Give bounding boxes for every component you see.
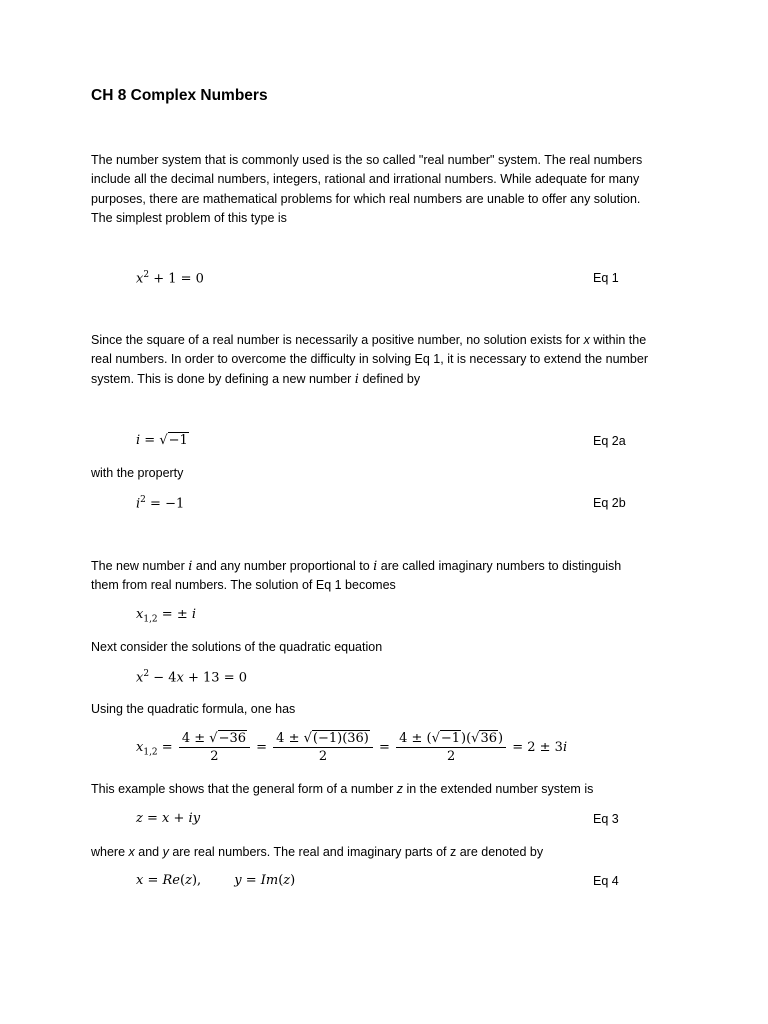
equation-3: z = x + iy	[136, 811, 201, 826]
paragraph-line: system. This is done by defining a new number i defined by	[91, 371, 421, 387]
fraction: $\frac{4 \pm (√-1)(√36)}{2}$	[396, 730, 506, 765]
paragraph-line: The number system that is commonly used is the so called "real number" system. The real numbers	[91, 153, 643, 167]
equation-2b-label: Eq 2b	[593, 496, 626, 510]
paragraph-line: real numbers. In order to overcome the difficulty in solving Eq 1, it is necessary to extend the number	[91, 352, 648, 367]
paragraph-line: This example shows that the general form of a number z in the extended number system is	[91, 782, 594, 796]
paragraph-line: include all the decimal numbers, integers, rational and irrational numbers. While adequate for many	[91, 172, 640, 187]
paragraph-line: where x and y are real numbers. The real and imaginary parts of z are denoted by	[91, 845, 544, 859]
page-title: CH 8 Complex Numbers	[91, 87, 268, 104]
equation-3-label: Eq 3	[593, 812, 619, 826]
paragraph-2	[91, 331, 691, 389]
next-consider-text: Next consider the solutions of the quadratic equation	[91, 640, 383, 654]
equation-4: x = Re(z), y = Im(z)	[136, 873, 296, 888]
equation-1-label: Eq 1	[593, 271, 619, 285]
paragraph-4	[91, 780, 691, 799]
paragraph-5	[91, 843, 691, 862]
using-formula-text: Using the quadratic formula, one has	[91, 702, 296, 716]
paragraph-line: The new number i and any number proportional to i are called imaginary numbers to distinguish	[91, 559, 622, 574]
equation-2b: $i^2 = -1$	[136, 495, 185, 512]
paragraph-line: purposes, there are mathematical problems for which real numbers are unable to offer any solution.	[91, 191, 641, 206]
intro-paragraph	[91, 151, 691, 229]
paragraph-line: Since the square of a real number is necessarily a positive number, no solution exists for x within the	[91, 333, 647, 347]
fraction: $\frac{4 \pm √(-1)(36)}{2}$	[273, 730, 373, 765]
paragraph-line: them from real numbers. The solution of Eq 1 becomes	[91, 578, 396, 593]
fraction: $\frac{4 \pm √-36}{2}$	[179, 730, 250, 765]
paragraph-line: The simplest problem of this type is	[91, 211, 287, 226]
equation-4-label: Eq 4	[593, 874, 619, 888]
with-property-text: with the property	[91, 466, 184, 480]
equation-2a-label: Eq 2a	[593, 434, 626, 448]
quadratic-equation: $x^2 - 4x + 13 = 0$	[136, 669, 247, 686]
equation-2a: i = √−1	[136, 433, 188, 448]
paragraph-3	[91, 557, 691, 596]
quadratic-formula-expansion: $x_{1,2}$ = $\frac{4 \pm √-36}{2}$ = $\frac{4 \pm √(-1)(36)}{2}$ = $\frac{4 \pm (√-1)(√36)}{2}$ = 2 ± 3i	[136, 731, 568, 764]
solution-equation: $x_{1,2}$ = ± i	[136, 607, 197, 625]
equation-1: $x^2 + 1 = 0$	[136, 270, 204, 287]
